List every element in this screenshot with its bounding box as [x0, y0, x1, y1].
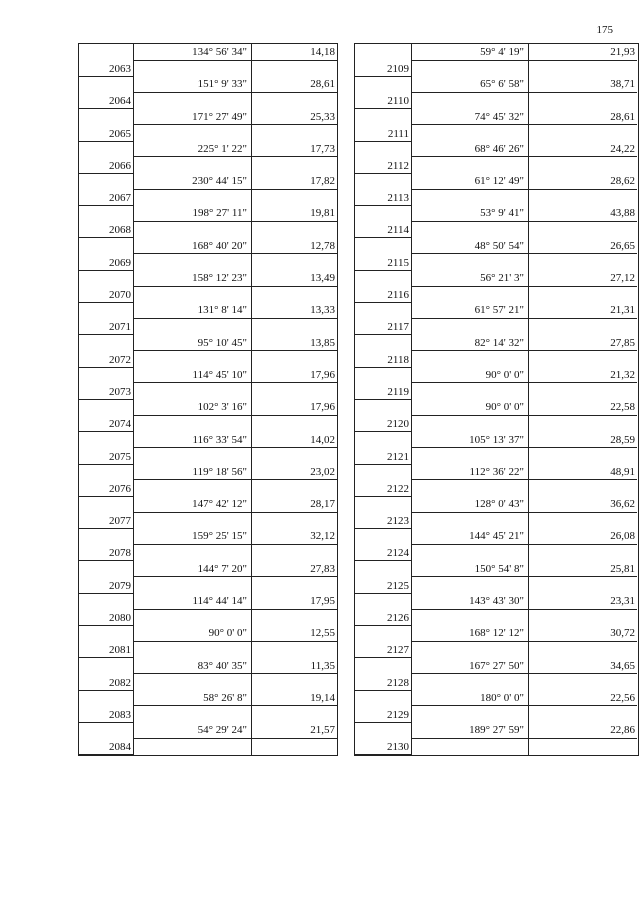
table-row	[355, 205, 638, 237]
table-row	[355, 335, 638, 367]
point-number-cell: 2076	[79, 480, 133, 497]
point-number-cell: 2112	[355, 157, 411, 174]
angle-cell: 90° 0' 0"	[133, 625, 251, 642]
table-row	[79, 399, 337, 431]
angle-cell: 144° 45' 21"	[411, 528, 528, 545]
distance-cell: 25,81	[529, 561, 637, 578]
point-number-cell: 2075	[79, 448, 133, 465]
angle-cell: 198° 27' 11"	[133, 205, 251, 222]
point-number-cell: 2121	[355, 448, 411, 465]
angle-cell: 230° 44' 15"	[133, 173, 251, 190]
distance-cell: 17,96	[252, 367, 337, 384]
distance-cell: 17,95	[252, 593, 337, 610]
angle-cell: 151° 9' 33"	[133, 76, 251, 93]
angle-cell: 159° 25' 15"	[133, 528, 251, 545]
distance-cell: 27,85	[529, 335, 637, 352]
angle-cell: 144° 7' 20"	[133, 561, 251, 578]
distance-cell: 36,62	[529, 496, 637, 513]
point-number-cell: 2125	[355, 577, 411, 594]
angle-cell: 131° 8' 14"	[133, 302, 251, 319]
angle-cell: 158° 12' 23"	[133, 270, 251, 287]
point-number-cell: 2124	[355, 544, 411, 561]
table-row	[79, 658, 337, 690]
distance-cell: 17,82	[252, 173, 337, 190]
distance-cell: 32,12	[252, 528, 337, 545]
angle-cell: 180° 0' 0"	[411, 690, 528, 707]
table-row	[79, 109, 337, 141]
point-number-cell: 2073	[79, 383, 133, 400]
table-row	[355, 528, 638, 560]
table-row	[355, 76, 638, 108]
angle-cell: 56° 21' 3"	[411, 270, 528, 287]
point-number-cell: 2083	[79, 706, 133, 723]
table-row	[79, 496, 337, 528]
distance-cell: 24,22	[529, 141, 637, 158]
angle-cell: 65° 6' 58"	[411, 76, 528, 93]
distance-cell: 25,33	[252, 109, 337, 126]
angle-cell: 134° 56' 34"	[133, 44, 251, 61]
distance-cell: 14,18	[252, 44, 337, 61]
distance-cell: 28,61	[252, 76, 337, 93]
angle-cell: 83° 40' 35"	[133, 658, 251, 675]
table-row	[79, 528, 337, 560]
point-number-cell: 2117	[355, 318, 411, 335]
distance-cell: 21,57	[252, 722, 337, 739]
point-number-cell: 2069	[79, 254, 133, 271]
table-row	[79, 44, 337, 76]
distance-cell: 28,62	[529, 173, 637, 190]
point-number-cell: 2129	[355, 706, 411, 723]
table-row	[355, 464, 638, 496]
point-number-cell: 2126	[355, 609, 411, 626]
table-row	[79, 367, 337, 399]
point-number-cell: 2065	[79, 125, 133, 142]
point-number-cell: 2064	[79, 92, 133, 109]
angle-cell: 61° 12' 49"	[411, 173, 528, 190]
angle-cell: 171° 27' 49"	[133, 109, 251, 126]
distance-cell: 28,17	[252, 496, 337, 513]
angle-cell: 143° 43' 30"	[411, 593, 528, 610]
page-number: 175	[596, 24, 613, 36]
angle-cell: 90° 0' 0"	[411, 399, 528, 416]
point-number-cell: 2077	[79, 512, 133, 529]
point-number-cell: 2110	[355, 92, 411, 109]
point-number-cell: 2111	[355, 125, 411, 142]
table-row	[355, 44, 638, 76]
table-row	[355, 173, 638, 205]
table-row	[355, 625, 638, 657]
distance-cell: 12,78	[252, 238, 337, 255]
angle-cell: 105° 13' 37"	[411, 432, 528, 449]
distance-cell: 26,65	[529, 238, 637, 255]
distance-cell: 19,81	[252, 205, 337, 222]
distance-cell: 14,02	[252, 432, 337, 449]
angle-cell: 82° 14' 32"	[411, 335, 528, 352]
distance-cell: 30,72	[529, 625, 637, 642]
point-number-cell: 2113	[355, 189, 411, 206]
distance-cell: 27,12	[529, 270, 637, 287]
distance-cell: 11,35	[252, 658, 337, 675]
point-number-cell: 2066	[79, 157, 133, 174]
point-number-cell: 2128	[355, 674, 411, 691]
distance-cell: 27,83	[252, 561, 337, 578]
table-row	[79, 270, 337, 302]
distance-cell: 13,33	[252, 302, 337, 319]
angle-cell: 59° 4' 19"	[411, 44, 528, 61]
point-number-cell: 2118	[355, 351, 411, 368]
point-number-cell: 2079	[79, 577, 133, 594]
distance-cell: 34,65	[529, 658, 637, 675]
point-number-cell: 2115	[355, 254, 411, 271]
table-row	[79, 432, 337, 464]
point-number-cell: 2063	[79, 60, 133, 77]
point-number-cell: 2122	[355, 480, 411, 497]
point-number-cell: 2082	[79, 674, 133, 691]
table-row	[79, 173, 337, 205]
distance-cell: 28,61	[529, 109, 637, 126]
distance-cell: 17,73	[252, 141, 337, 158]
table-row	[355, 270, 638, 302]
distance-cell: 43,88	[529, 205, 637, 222]
distance-cell: 23,31	[529, 593, 637, 610]
point-number-cell: 2109	[355, 60, 411, 77]
angle-cell: 68° 46' 26"	[411, 141, 528, 158]
distance-cell: 38,71	[529, 76, 637, 93]
angle-cell: 114° 44' 14"	[133, 593, 251, 610]
angle-cell: 53° 9' 41"	[411, 205, 528, 222]
distance-cell: 48,91	[529, 464, 637, 481]
distance-cell: 13,85	[252, 335, 337, 352]
point-number-cell: 2068	[79, 221, 133, 238]
table-row	[355, 432, 638, 464]
point-number-cell: 2084	[79, 738, 133, 755]
point-number-cell: 2114	[355, 221, 411, 238]
table-row	[79, 561, 337, 593]
angle-cell: 147° 42' 12"	[133, 496, 251, 513]
distance-cell: 19,14	[252, 690, 337, 707]
angle-cell: 168° 12' 12"	[411, 625, 528, 642]
distance-cell: 21,31	[529, 302, 637, 319]
table-row	[355, 690, 638, 722]
distance-cell: 13,49	[252, 270, 337, 287]
angle-cell: 119° 18' 56"	[133, 464, 251, 481]
table-row	[355, 593, 638, 625]
distance-cell: 21,32	[529, 367, 637, 384]
angle-cell: 95° 10' 45"	[133, 335, 251, 352]
table-row	[355, 141, 638, 173]
point-number-cell: 2072	[79, 351, 133, 368]
distance-cell: 28,59	[529, 432, 637, 449]
table-row	[79, 593, 337, 625]
point-number-cell: 2130	[355, 738, 411, 755]
point-number-cell: 2067	[79, 189, 133, 206]
distance-cell: 23,02	[252, 464, 337, 481]
point-number-cell: 2120	[355, 415, 411, 432]
point-number-cell: 2119	[355, 383, 411, 400]
table-row	[355, 658, 638, 690]
angle-cell: 150° 54' 8"	[411, 561, 528, 578]
point-number-cell: 2081	[79, 641, 133, 658]
angle-cell: 48° 50' 54"	[411, 238, 528, 255]
table-row	[355, 367, 638, 399]
point-number-cell: 2116	[355, 286, 411, 303]
table-row	[79, 205, 337, 237]
angle-cell: 114° 45' 10"	[133, 367, 251, 384]
angle-cell: 61° 57' 21"	[411, 302, 528, 319]
table-row	[79, 722, 337, 754]
angle-cell: 58° 26' 8"	[133, 690, 251, 707]
angle-cell: 116° 33' 54"	[133, 432, 251, 449]
point-number-cell: 2080	[79, 609, 133, 626]
left-survey-table	[78, 43, 338, 756]
distance-cell: 26,08	[529, 528, 637, 545]
table-row	[79, 238, 337, 270]
distance-cell: 22,86	[529, 722, 637, 739]
table-row	[355, 561, 638, 593]
angle-cell: 168° 40' 20"	[133, 238, 251, 255]
table-row	[355, 722, 638, 754]
distance-cell: 21,93	[529, 44, 637, 61]
angle-cell: 102° 3' 16"	[133, 399, 251, 416]
table-row	[355, 399, 638, 431]
distance-cell: 22,56	[529, 690, 637, 707]
table-row	[355, 302, 638, 334]
table-row	[355, 496, 638, 528]
table-row	[79, 335, 337, 367]
point-number-cell: 2127	[355, 641, 411, 658]
point-number-cell: 2071	[79, 318, 133, 335]
point-number-cell: 2123	[355, 512, 411, 529]
angle-cell: 225° 1' 22"	[133, 141, 251, 158]
table-row	[79, 625, 337, 657]
distance-cell: 17,96	[252, 399, 337, 416]
right-survey-table	[354, 43, 639, 756]
angle-cell: 90° 0' 0"	[411, 367, 528, 384]
table-row	[79, 141, 337, 173]
table-row	[79, 76, 337, 108]
table-row	[355, 238, 638, 270]
angle-cell: 128° 0' 43"	[411, 496, 528, 513]
distance-cell: 22,58	[529, 399, 637, 416]
table-row	[79, 464, 337, 496]
table-row	[79, 302, 337, 334]
point-number-cell: 2070	[79, 286, 133, 303]
angle-cell: 112° 36' 22"	[411, 464, 528, 481]
table-row	[79, 690, 337, 722]
table-row	[355, 109, 638, 141]
angle-cell: 74° 45' 32"	[411, 109, 528, 126]
angle-cell: 167° 27' 50"	[411, 658, 528, 675]
point-number-cell: 2078	[79, 544, 133, 561]
angle-cell: 54° 29' 24"	[133, 722, 251, 739]
distance-cell: 12,55	[252, 625, 337, 642]
angle-cell: 189° 27' 59"	[411, 722, 528, 739]
point-number-cell: 2074	[79, 415, 133, 432]
